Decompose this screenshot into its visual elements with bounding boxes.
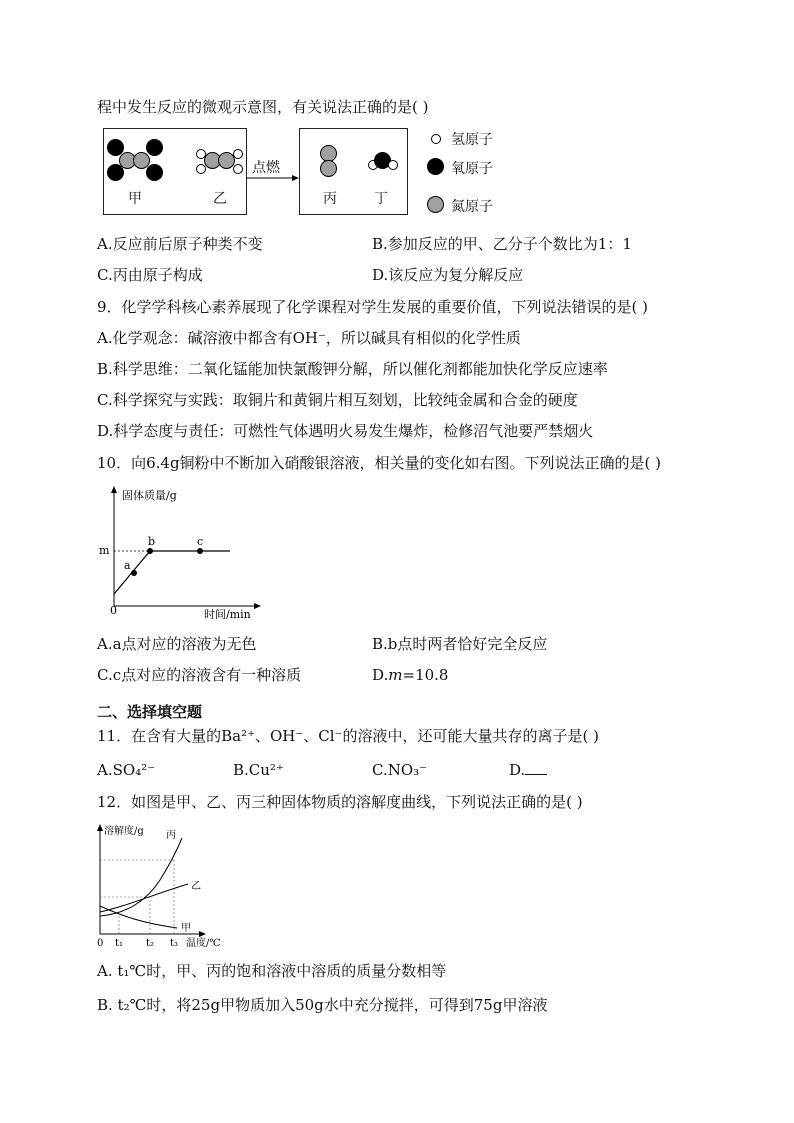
label-ding: 丁 xyxy=(374,191,388,207)
q10-option-d-prefix: D. xyxy=(372,666,389,684)
q10-option-a: A.a点对应的溶液为无色 xyxy=(97,635,257,653)
answer-blank[interactable] xyxy=(525,760,547,775)
q10-option-d-value: =10.8 xyxy=(402,666,449,684)
q10-option-c: C.c点对应的溶液含有一种溶质 xyxy=(97,666,302,684)
q10-point-b xyxy=(147,548,153,554)
q12-label-bing: 丙 xyxy=(166,830,176,841)
q8-option-c: C.丙由原子构成 xyxy=(97,266,203,284)
q11-option-c: C.NO₃⁻ xyxy=(372,761,428,779)
q11-stem: 11．在含有大量的Ba²⁺、OH⁻、Cl⁻的溶液中，还可能大量共存的离子是( ) xyxy=(97,727,599,745)
q10-point-c xyxy=(197,548,203,554)
q12-t3: t₃ xyxy=(170,938,179,949)
q10-origin: 0 xyxy=(110,604,117,617)
arrow-label: 点燃 xyxy=(252,160,280,176)
q8-option-d: D.该反应为复分解反应 xyxy=(372,266,524,284)
label-jia: 甲 xyxy=(128,191,142,207)
q8-option-a: A.反应前后原子种类不变 xyxy=(97,235,263,253)
q10-ylabel: 固体质量/g xyxy=(122,489,177,502)
q10-label-a: a xyxy=(124,559,131,572)
q12-t1: t₁ xyxy=(115,938,124,949)
q8-option-b: B.参加反应的甲、乙分子个数比为1：1 xyxy=(372,235,632,253)
q10-m-label: m xyxy=(99,544,110,557)
q9-option-a: A.化学观念：碱溶液中都含有OH⁻，所以碱具有相似的化学性质 xyxy=(97,329,521,347)
q12-label-yi: 乙 xyxy=(191,881,201,892)
q12-origin: 0 xyxy=(97,938,104,949)
q9-stem: 9．化学学科核心素养展现了化学课程对学生发展的重要价值，下列说法错误的是( ) xyxy=(97,298,649,316)
q9-option-c: C.科学探究与实践：取铜片和黄铜片相互刻划，比较纯金属和合金的硬度 xyxy=(97,391,578,409)
q10-option-d-var: m xyxy=(388,666,403,684)
q10-label-b: b xyxy=(148,535,156,548)
q8-stem: 程中发生反应的微观示意图，有关说法正确的是( ) xyxy=(97,98,429,116)
q12-stem: 12．如图是甲、乙、丙三种固体物质的溶解度曲线，下列说法正确的是( ) xyxy=(97,793,583,811)
q10-graph xyxy=(92,484,272,619)
legend-oxygen: 氧原子 xyxy=(451,161,493,177)
q11-option-a: A.SO₄²⁻ xyxy=(97,761,156,779)
q10-label-c: c xyxy=(197,535,204,548)
q12-label-jia: 甲 xyxy=(181,923,191,934)
section-title: 二、选择填空题 xyxy=(97,703,203,721)
hydrogen-atom-icon xyxy=(431,134,441,144)
q12-option-b: B. t₂℃时，将25g甲物质加入50g水中充分搅拌，可得到75g甲溶液 xyxy=(97,996,548,1014)
q12-option-a: A. t₁℃时，甲、丙的饱和溶液中溶质的质量分数相等 xyxy=(97,962,447,980)
q10-option-d xyxy=(372,665,448,685)
legend-nitrogen: 氮原子 xyxy=(451,199,493,215)
q9-option-d: D.科学态度与责任：可燃性气体遇明火易发生爆炸，检修沼气池要严禁烟火 xyxy=(97,422,594,440)
q10-stem: 10．向6.4g铜粉中不断加入硝酸银溶液，相关量的变化如右图。下列说法正确的是( ) xyxy=(97,454,662,472)
legend-hydrogen: 氢原子 xyxy=(451,132,493,148)
q9-option-b: B.科学思维：二氧化锰能加快氯酸钾分解，所以催化剂都能加快化学反应速率 xyxy=(97,360,608,378)
label-yi: 乙 xyxy=(213,191,227,207)
q12-curve-bing xyxy=(100,838,182,916)
q10-option-b: B.b点时两者恰好完全反应 xyxy=(372,635,548,653)
q12-ylabel: 溶解度/g xyxy=(104,826,144,837)
oxygen-atom-icon xyxy=(427,158,444,175)
q11-option-b: B.Cu²⁺ xyxy=(233,761,284,779)
q10-xlabel: 时间/min xyxy=(204,608,251,619)
reaction-arrow xyxy=(245,172,301,184)
products-box xyxy=(299,128,408,215)
q10-point-a xyxy=(131,570,137,576)
nitrogen-atom-icon xyxy=(427,196,444,213)
q11-option-d xyxy=(509,760,547,780)
q12-xlabel: 温度/℃ xyxy=(186,938,221,949)
label-bing: 丙 xyxy=(323,191,337,207)
q11-option-d-label: D. xyxy=(509,761,526,779)
q12-graph xyxy=(92,822,232,952)
q12-t2: t₂ xyxy=(146,938,155,949)
